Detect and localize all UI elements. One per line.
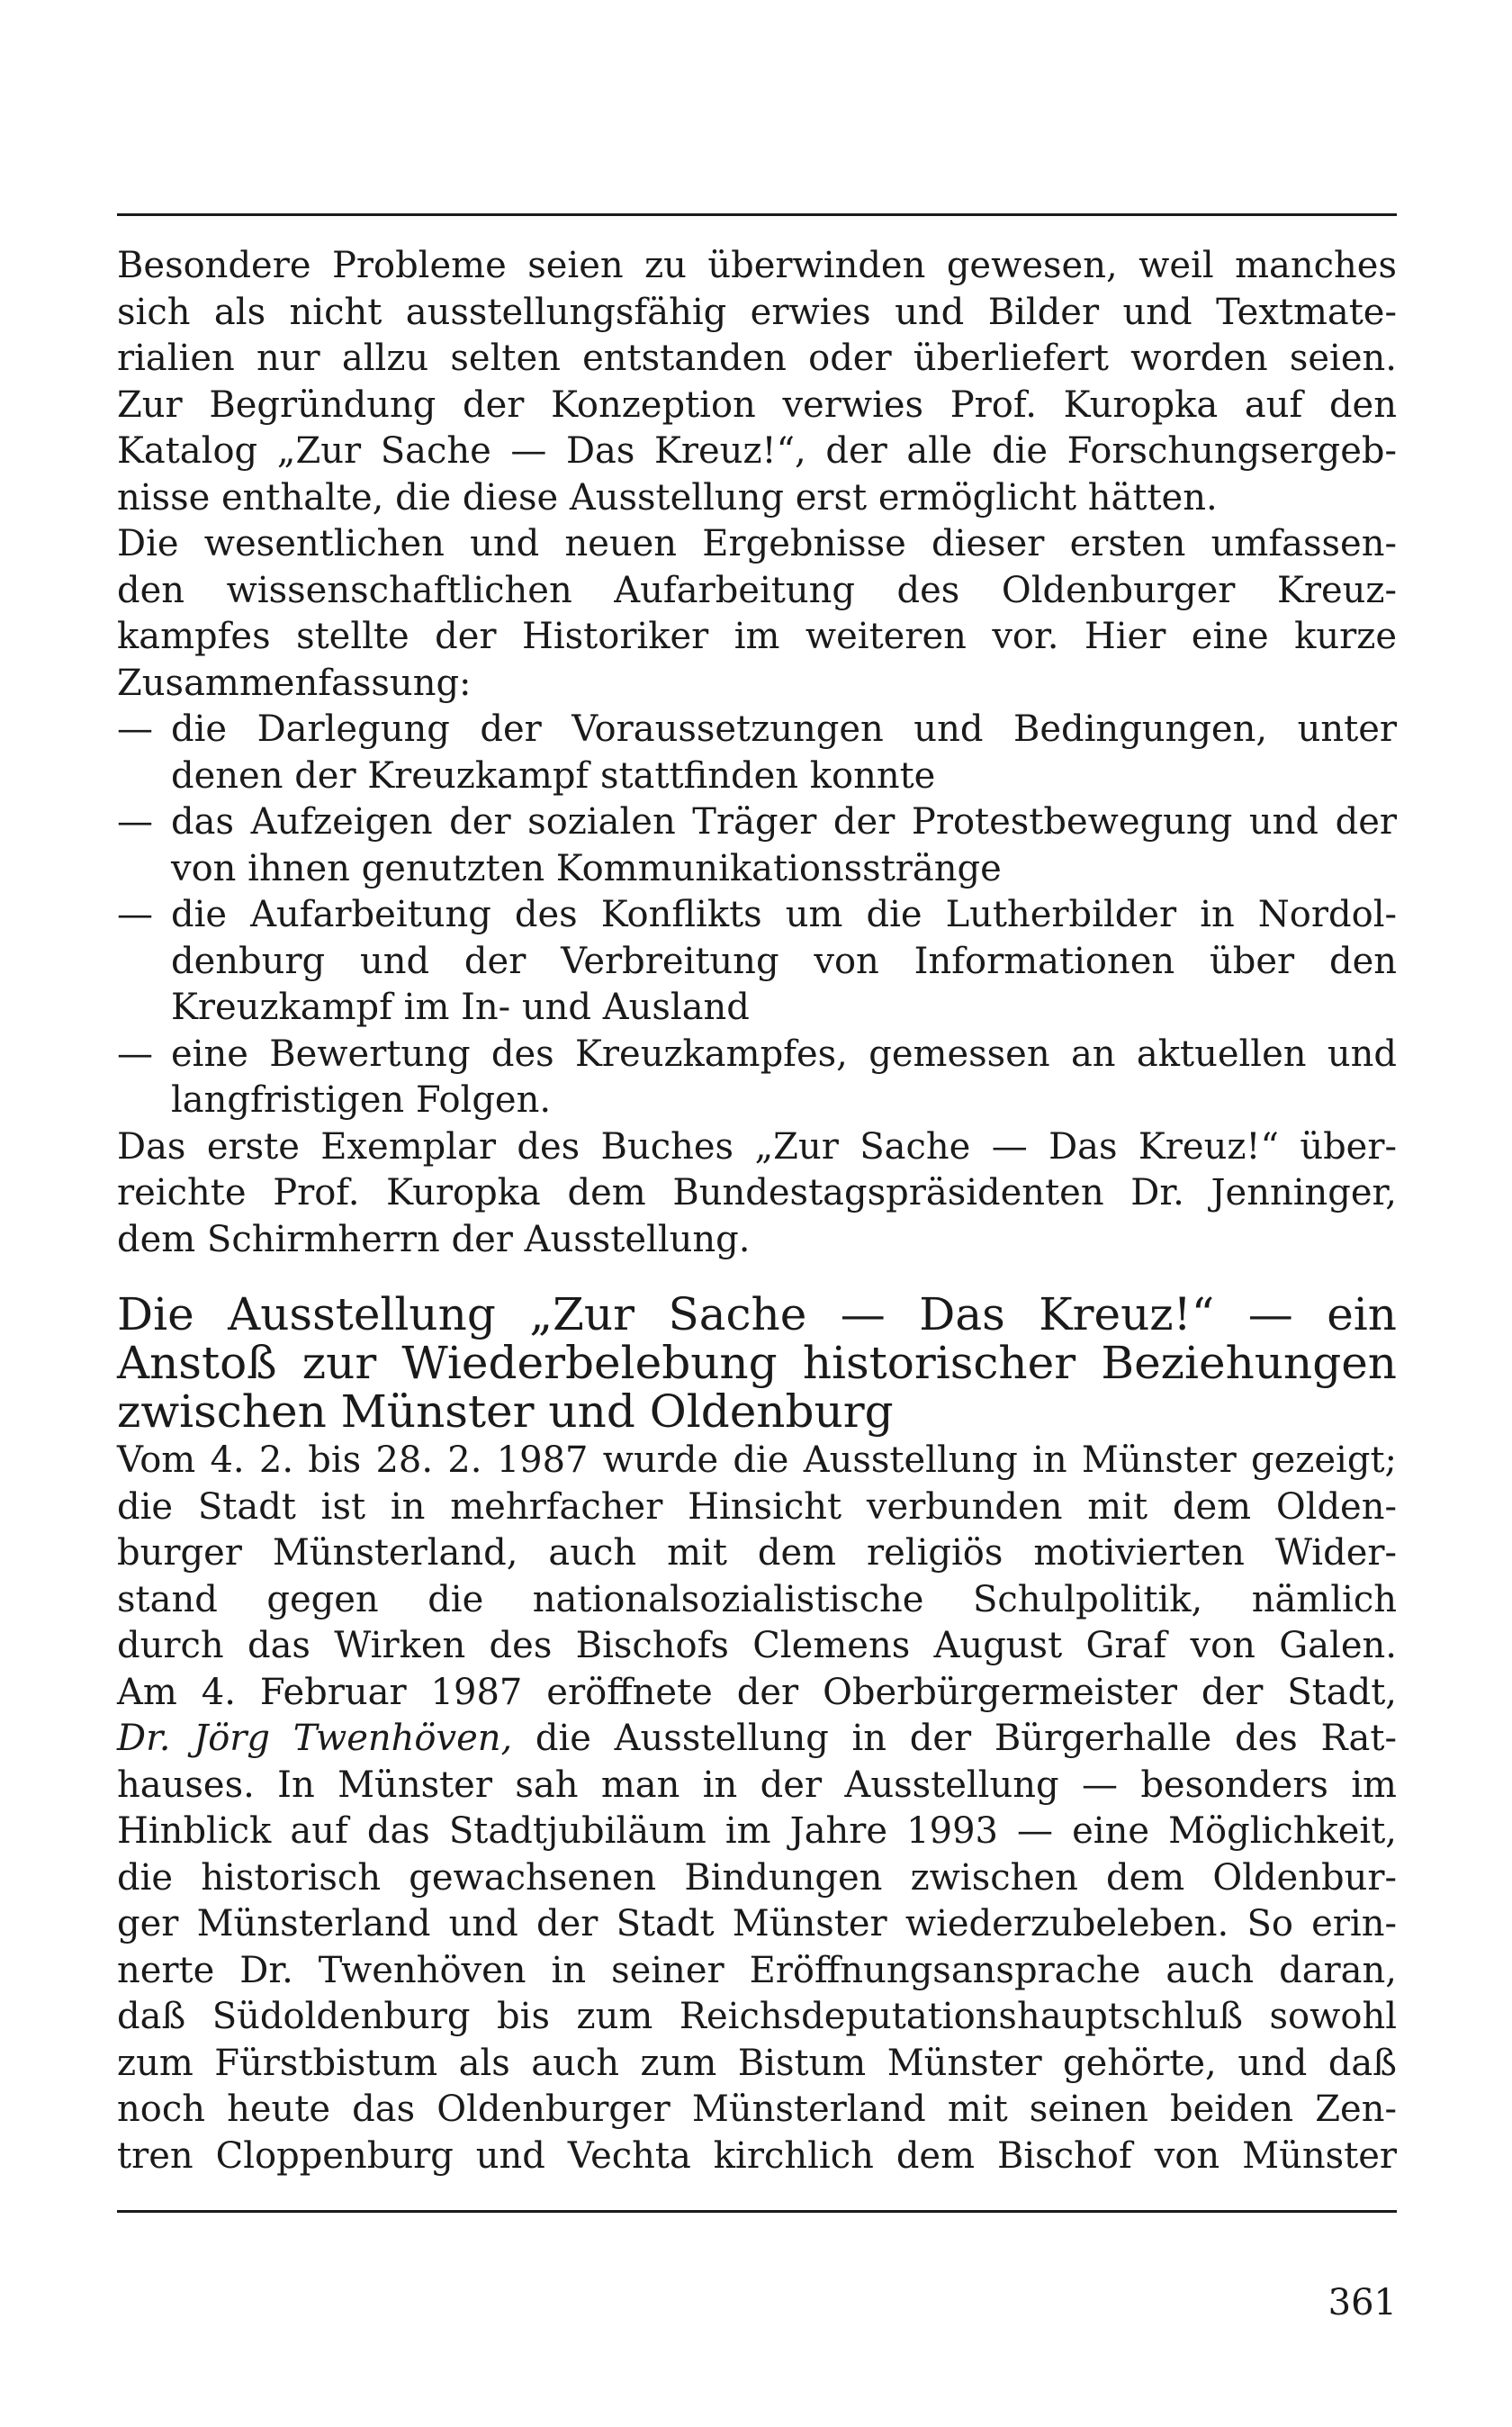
dash-marker: — [117,708,153,750]
dash-marker: — [117,1033,153,1075]
dash-marker: — [117,801,153,843]
text-line: Die wesentlichen und neuen Ergebnisse dieser ersten umfassen- [117,523,1397,564]
list-item [117,799,1397,892]
text-line: stand gegen die nationalsozialistische Schulpolitik, nämlich [117,1578,1397,1620]
list-item-line: von ihnen genutzten Kommunikationsstränge [171,847,1002,889]
list-item [117,892,1397,1032]
page-body [117,243,1397,2179]
top-rule [117,213,1397,216]
paragraph-1 [117,243,1397,521]
text-line: daß Südoldenburg bis zum Reichsdeputationshauptschluß sowohl [117,1996,1397,2037]
text-line: Vom 4. 2. bis 28. 2. 1987 wurde die Ausstellung in Münster gezeigt; [117,1439,1397,1481]
text-line: noch heute das Oldenburger Münsterland mit seinen beiden Zen- [117,2089,1397,2130]
page-number: 361 [1328,2282,1397,2323]
text-line: Hinblick auf das Stadtjubiläum im Jahre 1993 — eine Möglichkeit, [117,1810,1397,1852]
list-item-line: — die Aufarbeitung des Konflikts um die Lutherbilder in Nordol- [117,892,1397,939]
summary-list [117,707,1397,1124]
text-line: zum Fürstbistum als auch zum Bistum Münster gehörte, und daß [117,2042,1397,2084]
paragraph-4 [117,1438,1397,2179]
person-name: Dr. Jörg Twenhöven, [117,1718,513,1759]
text-line: Zusammenfassung: [117,662,472,704]
text-line: kampfes stellte der Historiker im weiteren vor. Hier eine kurze [117,616,1397,657]
text-line: Dr. Jörg Twenhöven, die Ausstellung in der Bürgerhalle des Rat- [117,1718,1397,1759]
text-line: die Stadt ist in mehrfacher Hinsicht verbunden mit dem Olden- [117,1485,1397,1528]
list-item-line: denburg und der Verbreitung von Informationen über den [171,940,1397,982]
paragraph-2 [117,521,1397,707]
text-line: Am 4. Februar 1987 eröffnete der Oberbürgermeister der Stadt, [117,1671,1397,1713]
list-item [117,1032,1397,1124]
text-line: tren Cloppenburg und Vechta kirchlich dem Bischof von Münster [117,2134,1397,2177]
dash-marker: — [117,894,153,935]
bottom-rule [117,2210,1397,2213]
text-line: Zur Begründung der Konzeption verwies Prof. Kuropka auf den [117,383,1397,426]
list-item-line: denen der Kreuzkampf stattfinden konnte [171,754,936,797]
list-item-line: — die Darlegung der Voraussetzungen und Bedingungen, unter [117,707,1397,753]
heading-line: Anstoß zur Wiederbelebung historischer Beziehungen [117,1337,1397,1389]
text-line: den wissenschaftlichen Aufarbeitung des Oldenburger Kreuz- [117,569,1397,611]
text-line: Katalog „Zur Sache — Das Kreuz!“, der alle die Forschungsergeb- [117,430,1397,472]
heading-line: Die Ausstellung „Zur Sache — Das Kreuz!“ — ein [117,1288,1397,1340]
text-line: die historisch gewachsenen Bindungen zwischen dem Oldenbur- [117,1856,1397,1899]
text-line: sich als nicht ausstellungsfähig erwies und Bilder und Textmate- [117,291,1397,333]
list-item [117,707,1397,799]
heading-line: zwischen Münster und Oldenburg [117,1385,894,1438]
text-line: reichte Prof. Kuropka dem Bundestagspräsidenten Dr. Jenninger, [117,1172,1397,1214]
text-line: rialien nur allzu selten entstanden oder überliefert worden seien. [117,338,1397,379]
text-line: burger Münsterland, auch mit dem religiös motivierten Wider- [117,1532,1397,1574]
text-line: ger Münsterland und der Stadt Münster wiederzubeleben. So erin- [117,1903,1397,1944]
text-line: hauses. In Münster sah man in der Ausstellung — besonders im [117,1764,1397,1806]
list-item-line: langfristigen Folgen. [171,1079,552,1121]
text-line: Besondere Probleme seien zu überwinden gewesen, weil manches [117,245,1397,286]
list-item-line: — das Aufzeigen der sozialen Träger der Protestbewegung und der [117,799,1397,846]
list-item-line: Kreuzkampf im In- und Ausland [171,987,750,1028]
list-item-line: — eine Bewertung des Kreuzkampfes, gemessen an aktuellen und [117,1032,1397,1078]
section-heading [117,1290,1397,1436]
text-line: nisse enthalte, die diese Ausstellung erst ermöglicht hätten. [117,476,1218,519]
text-line: durch das Wirken des Bischofs Clemens August Graf von Galen. [117,1625,1397,1666]
text-line: Das erste Exemplar des Buches „Zur Sache — Das Kreuz!“ über- [117,1125,1397,1168]
text-line: nerte Dr. Twenhöven in seiner Eröffnungsansprache auch daran, [117,1949,1397,1991]
paragraph-3 [117,1124,1397,1264]
text-line: dem Schirmherrn der Ausstellung. [117,1218,751,1260]
